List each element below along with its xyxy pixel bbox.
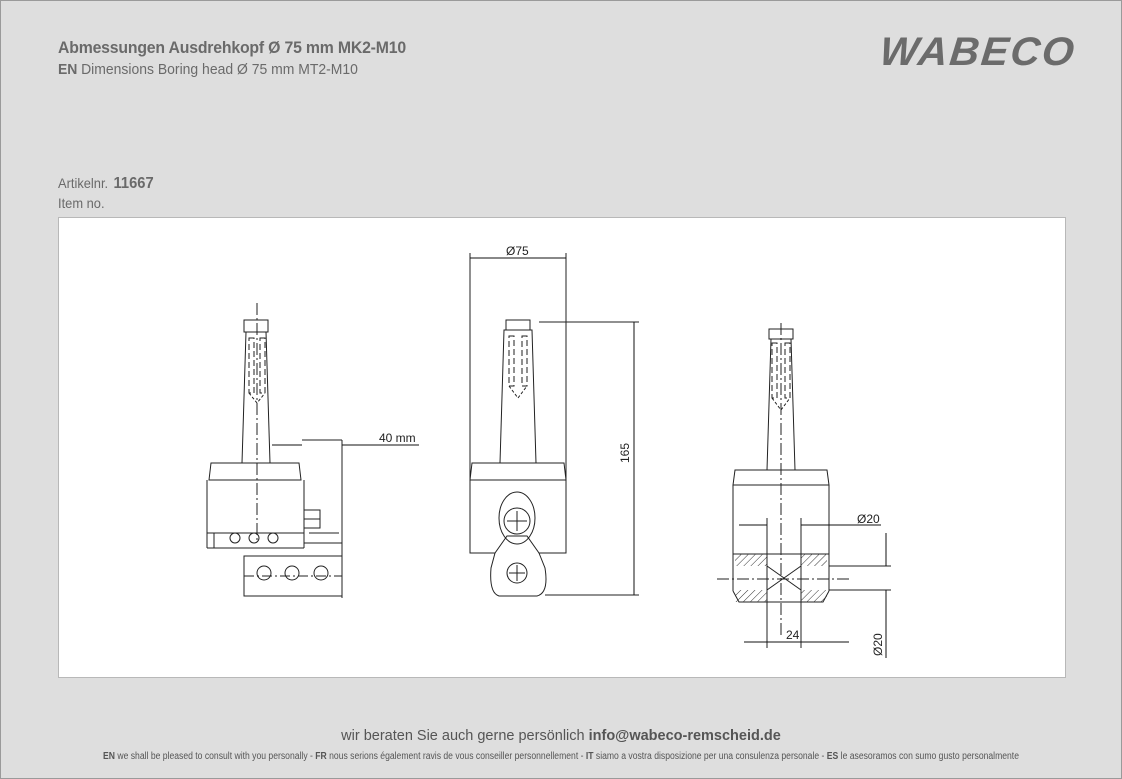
footer-tag-en: EN bbox=[103, 751, 115, 762]
dim-bore-diameter-label: Ø20 bbox=[857, 512, 880, 526]
footer-translations bbox=[79, 751, 1044, 762]
page-subtitle bbox=[58, 61, 358, 78]
dim-height-small-label: Ø20 bbox=[871, 633, 885, 656]
footer-contact-text: wir beraten Sie auch gerne persönlich bbox=[341, 728, 585, 744]
item-number-label-en: Item no. bbox=[58, 195, 105, 211]
dim-width-label: 24 bbox=[786, 628, 800, 642]
footer-tag-es: ES bbox=[826, 751, 839, 762]
left-view bbox=[207, 303, 342, 598]
item-number-caption: Artikelnr. bbox=[58, 175, 109, 191]
footer-text-fr: nous serions également ravis de vous conseiller personnellement - bbox=[329, 751, 584, 762]
page-title: Abmessungen Ausdrehkopf Ø 75 mm MK2-M10 bbox=[58, 38, 406, 57]
footer-text-es: le asesoramos con sumo gusto personalmente bbox=[840, 751, 1019, 762]
footer-contact bbox=[0, 728, 1122, 744]
footer-text-en: we shall be pleased to consult with you personally - bbox=[117, 751, 313, 762]
subtitle-text: Dimensions Boring head Ø 75 mm MT2-M10 bbox=[81, 61, 358, 78]
drawing-canvas bbox=[59, 218, 1065, 677]
dim-height-label: 165 bbox=[618, 442, 632, 463]
footer-tag-fr: FR bbox=[315, 751, 327, 762]
brand-logo: WABECO bbox=[877, 30, 1079, 74]
middle-view bbox=[470, 253, 639, 596]
technical-drawing bbox=[58, 217, 1066, 678]
dim-offset-label: 40 mm bbox=[379, 431, 416, 445]
footer-tag-it: IT bbox=[585, 751, 594, 762]
item-number-label bbox=[58, 175, 154, 193]
language-tag-en: EN bbox=[58, 61, 78, 78]
footer-email[interactable]: info@wabeco-remscheid.de bbox=[588, 728, 781, 744]
footer-text-it: siamo a vostra disposizione per una consulenza personale - bbox=[595, 751, 825, 762]
item-number-value: 11667 bbox=[113, 175, 154, 192]
dim-diameter-label: Ø75 bbox=[506, 244, 529, 258]
